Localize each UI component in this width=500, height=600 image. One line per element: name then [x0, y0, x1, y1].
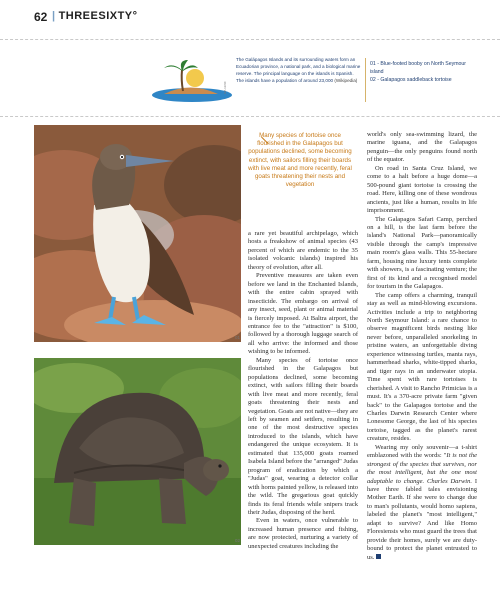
fact-box: [236, 56, 362, 108]
booby-illustration: [34, 125, 241, 342]
fact-text: The Galápagos Islands and its surrounding waters form an Ecuadorian province, a national park, and a biological marine reserve. The principal language on the islands is Spanish. The islands have a population of around 23,000: [236, 57, 361, 83]
paragraph-with-quote: [367, 444, 477, 562]
end-mark-icon: [376, 554, 381, 559]
fact-divider: [365, 58, 366, 102]
paragraph: world's only sea-swimming lizard, the marine iguana, and the Galapagos penguin—the only penguins found north of the equator.: [367, 131, 477, 164]
photo-blue-footed-booby: [34, 125, 241, 342]
page-header: [0, 0, 500, 40]
paragraph: a rare yet beautiful archipelago, which hosts a freakshow of animal species (43 percent of which are endemic to the 35 isolated volcanic islands) inspired his theory of evolution, after all.: [248, 230, 358, 271]
paragraph: The Galapagos Safari Camp, perched on a hill, is the last farm before the island's National Park—panoramically visible through the camp's impressive main room's glass walls. This 55-hectare farm, housing nine luxury tents complete with showers, is a fascinating venture; the first of its kind and a recognised model for tourism in the Galapagos.: [367, 215, 477, 291]
fact-source: (Wikipedia): [334, 78, 358, 83]
section-divider: [0, 116, 500, 117]
caption-01: 01 - Blue-footed booby on North Seymour island: [370, 61, 467, 75]
caption-02: 02 - Galapagos saddleback tortoise: [370, 77, 452, 83]
paragraph-tail: I have three fabled tales envisioning Mother Earth. If she were to change due to man's pollutants, would homo sapiens, labeled the planet's "most intelligent," adapt to survive? And like Homo Floresiensis who must guard the trees that provide their homes, surely we are duty-bound to protect the planet entrusted to us.: [367, 477, 477, 561]
magazine-name: | THREESIXTY°: [52, 10, 138, 22]
photo-galapagos-tortoise: [34, 358, 241, 545]
article-column-right: [367, 131, 477, 562]
photo-captions: [370, 60, 478, 84]
paragraph: Even in waters, once vulnerable to increased human presence and fishing, are now protected, nurturing a variety of unexpected creatures including the: [248, 517, 358, 550]
paragraph: The camp offers a charming, tranquil stay as well as mind-blowing excursions. Activities include a trip to neighboring North Seymour Island: a rare chance to observe magnificent birds nesting like never before, unparalleled snorkeling in pristine waters, an unforgettable diving experience witnessing turtles, manta rays, hammerhead sharks, white-tipped sharks, and tiger rays in an underwater utopia. Time spent with rare tortoises is cherished. A visit to Rancho Primicias is a must. It's a 370-acre private farm "given back" to the Galapagos tortoise and the Charles Darwin Research Center where Lonesome George, the last of his species tortoise, tagged as the planet's rarest creature, resides.: [367, 291, 477, 443]
island-icon: [150, 54, 234, 106]
paragraph: Preventive measures are taken even before we land in the Enchanted Islands, with the entire cabin sprayed with insecticide. The embargo on arrival of any insect, seed, plant or animal material is fiercely imposed. At Baltra airport, the entrance fee to the "attraction" is $100, followed by a thorough luggage search of all who arrive: the informed and those wishing to be informed.: [248, 272, 358, 356]
photo-number-01: 01: [234, 335, 240, 340]
pull-quote: Many species of tortoise once flourished in the Galapagos but populations declined, some becoming extinct, with sailors filling their boards with live meat and more recently, feral goats threatening their nests and vegetation: [248, 132, 352, 189]
article-column-middle: [248, 230, 358, 551]
paragraph-lead: Wearing my only souvenir—a t-shirt emblazoned with the words: ": [367, 443, 477, 460]
paragraph: Many species of tortoise once flourished in the Galapagos but populations declined, some becoming extinct, with sailors filling their boards with live meat and more recently, feral goats threatening their nests and vegetation. Goats are not native—they are left by seamen and settlers, resulting in one of the most destructive species introduced to the islands, which have endangered the unique ecosystem. It is estimated that 135,000 goats roamed Isabela Island before the "arranged" Judas program of eradication by which a "Judas" goat, wearing a detector collar with horns painted yellow, is released into the wild. The gregarious goat quickly finds its feral friends while snipers track their Judas, disposing of the herd.: [248, 356, 358, 516]
paragraph: On road in Santa Cruz Island, we come to a halt before a huge dome—a 500-pound giant tortoise is crossing the road. Here, killing one of these wondrous ancients, just like a human, results in life imprisonment.: [367, 164, 477, 215]
svg-text:MA 11/60: MA 11/60: [223, 81, 227, 94]
tortoise-illustration: [34, 358, 241, 545]
darwin-quote: It is not the strongest of the species that survives, nor the most intelligent, but the one most adaptable to change. Charles Darwin.: [367, 452, 477, 485]
page-number: 62: [34, 10, 48, 24]
photo-number-02: 02: [234, 538, 240, 543]
magazine-title: THREESIXTY°: [58, 10, 138, 22]
